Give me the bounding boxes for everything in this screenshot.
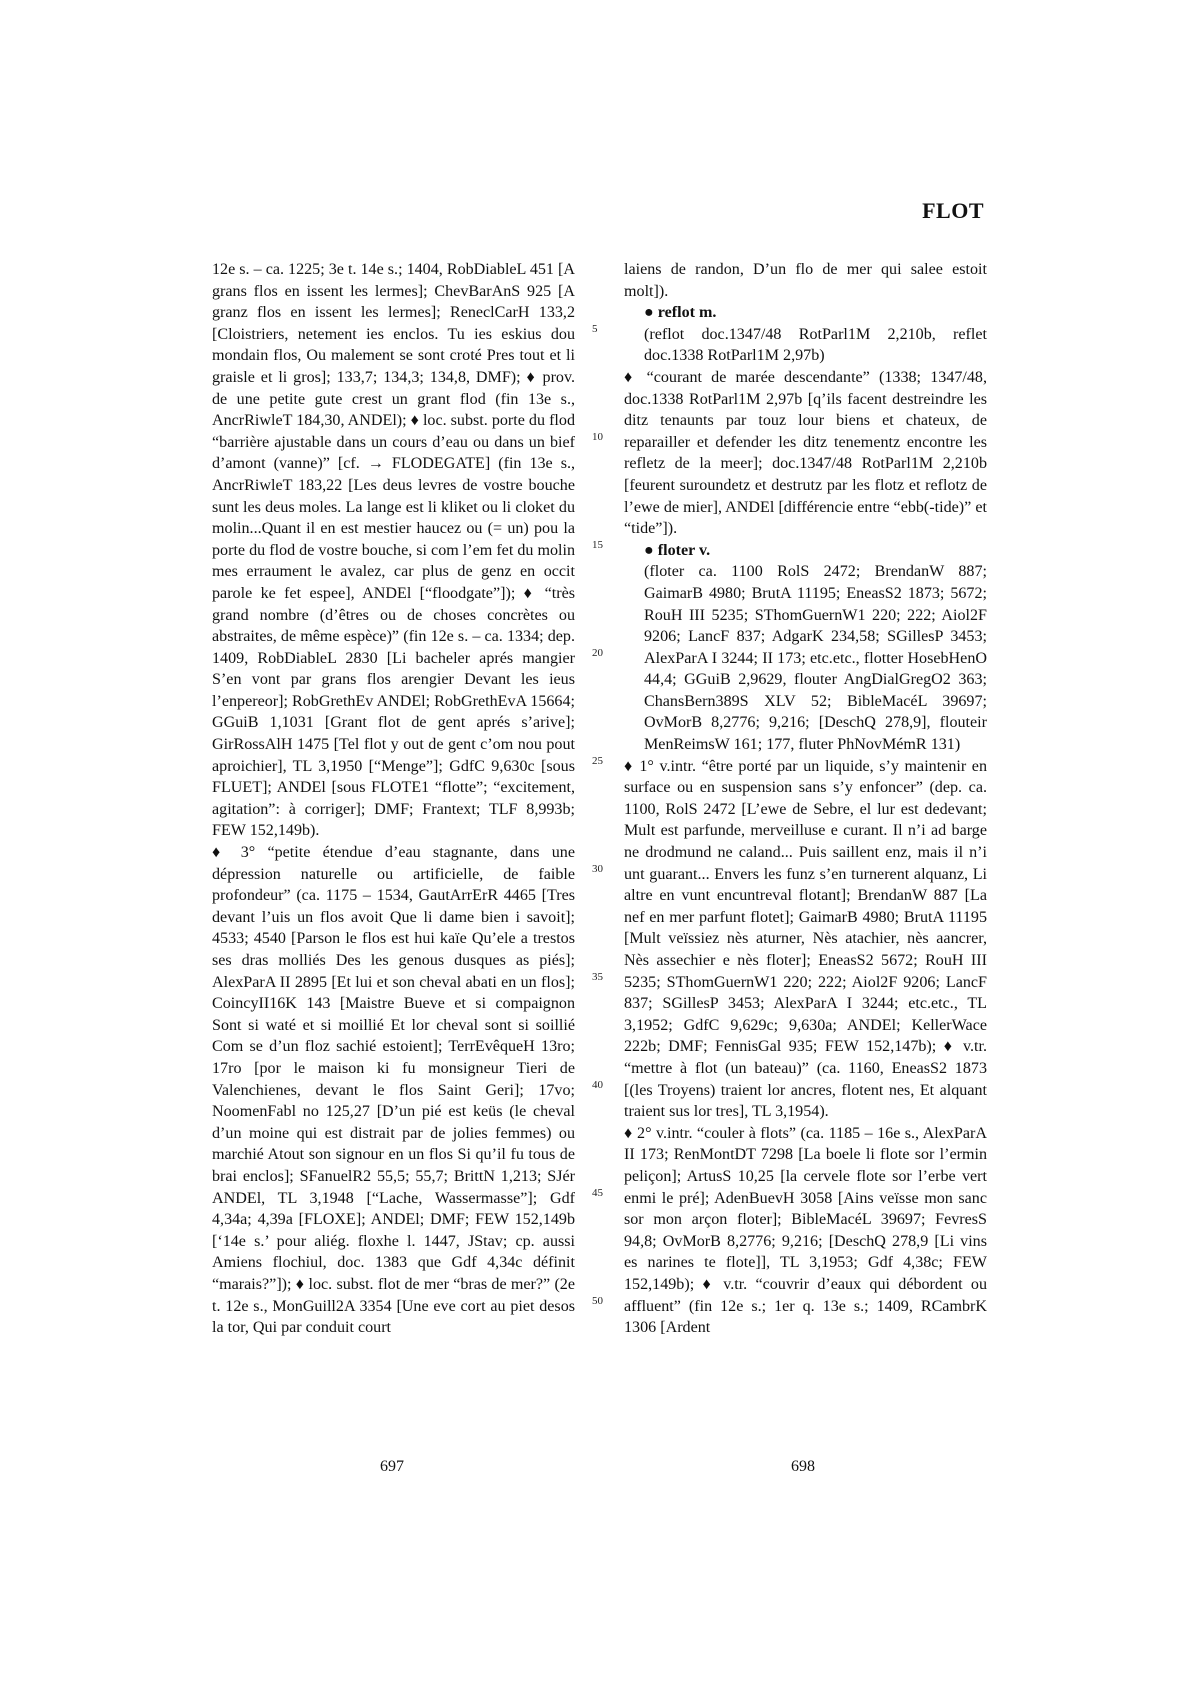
line-number: 35 (592, 971, 603, 983)
page-number-right: 698 (791, 1458, 815, 1475)
sense-floter-1: ♦ 1° v.intr. “être porté par un liquide, s’y maintenir en surface ou en suspension sans s’y enfoncer” (dep. ca. 1100, RolS 2472 [L’ewe de Sebre, el lur est dedevant; Mult est parfunde, merveilluse e curant. Il n’i ad barge ne drodmund ne caland... Puis saillent enz, mais il n’i unt guarant... Envers les funz s’en turnerent alquanz, Li altre en vunt encuntreval flotant]; BrendanW 887 [La nef en mer parfunt flotet]; GaimarB 4980; BrutA 11195 [Mult veïssiez nès aturner, Nès atachier, nès aancrer, Nès assechier e nès floter]; EneasS2 5672; RouH III 5235; SThomGuernW1 220; 222; Aiol2F 9206; LancF 837; SGillesP 3453; AlexParA I 3244; etc.etc., TL 3,1952; GdfC 9,629c; 9,630a; ANDEl; KellerWace 222b; DMF; FennisGal 935; FEW 152,147b); ♦ v.tr. “mettre à flot (un bateau)” (ca. 1160, EneasS2 1873 [(les Troyens) traient lor ancres, flotent nes, Et alquant traient sus lor tres], TL 3,1954). (624, 757, 987, 1121)
line-number: 15 (592, 539, 603, 551)
line-number: 50 (592, 1295, 603, 1307)
right-paragraph-1: laiens de randon, D’un flo de mer qui salee estoit molt]). (624, 261, 987, 300)
line-number: 25 (592, 755, 603, 767)
line-number: 40 (592, 1079, 603, 1091)
headword: FLOT (922, 198, 984, 223)
line-number: 10 (592, 431, 603, 443)
line-number: 20 (592, 647, 603, 659)
page-number-left: 697 (380, 1458, 404, 1475)
forms-reflot: (reflot doc.1347/48 RotParl1M 2,210b, reflet doc.1338 RotParl1M 2,97b) (644, 325, 987, 365)
subentry-floter: ● floter v. (644, 541, 711, 559)
right-column (624, 259, 987, 1339)
left-paragraph-2: ♦ 3° “petite étendue d’eau stagnante, dans une dépression naturelle ou artificielle, de faible profondeur” (ca. 1175 – 1534, GautArrErR 4465 [Tres devant l’uis un flos avoit Que li dame bien i savoit]; 4533; 4540 [Parson le flos est hui kaïe Qu’ele a trestos ses dras molliés Des les genous dusques as piés]; AlexParA II 2895 [Et lui et son cheval abati en un flos]; CoincyII16K 143 [Maistre Bueve et si compaignon Sont si waté et si moillié Et lor cheval sont si soillié Com se d’un floz sachié estoient]; TerrEvêqueH 13ro; 17ro [por le maison ki fu monsigneur Tieri de Valenchienes, devant le flos Saint Geri]; 17vo; NoomenFabl no 125,27 [D’un pié est keüs (le cheval d’un moine qui est distrait par de jolies femmes) ou marchié Atout son signour en un flos Si qu’il fu tous de brai enclos]; SFanuelR2 55,5; 55,7; BrittN 1,213; SJér ANDEl, TL 3,1948 [“Lache, Wassermasse”]; Gdf 4,34a; 4,39a [FLOXE]; ANDEl; DMF; FEW 152,149b [‘14e s.’ pour aliég. floxhe l. 1447, JStav; cp. aussi Amiens flochiul, doc. 1383 que Gdf 4,34c définit “marais?”]); ♦ loc. subst. flot de mer “bras de mer?” (2e t. 12e s., MonGuill2A 3354 [Une eve cort au piet desos la tor, Qui par conduit court (212, 844, 575, 1337)
forms-floter: (floter ca. 1100 RolS 2472; BrendanW 887; GaimarB 4980; BrutA 11195; EneasS2 1873; 5672; RouH III 5235; SThomGuernW1 220; 222; Aiol2F 9206; LancF 837; AdgarK 234,58; SGillesP 3453; AlexParA I 3244; II 173; etc.etc., flotter HosebHenO 44,4; GGuiB 2,9629, flouter AngDialGregO2 363; ChansBern389S XLV 52; BibleMacéL 39697; OvMorB 8,2776; 9,216; [DeschQ 278,9], flouteir MenReimsW 161; 177, fluter PhNovMémR 131) (644, 563, 987, 754)
sense-floter-2: ♦ 2° v.intr. “couler à flots” (ca. 1185 – 16e s., AlexParA II 173; RenMontDT 7298 [La boele li flote sor l’ermin peliçon]; ArtusS 10,25 [la cervele flote sor l’erbe vert enmi le pré]; AdenBuevH 3058 [Ains veïsse mon sanc sor mon arçon floter]; BibleMacéL 39697; FevresS 94,8; OvMorB 8,2776; 9,216; [DeschQ 278,9 [Li vins es narines te flote]], TL 3,1953; Gdf 4,38c; FEW 152,149b); ♦ v.tr. “couvrir d’eaux qui débordent ou affluent” (fin 12e s.; 1er q. 13e s.; 1409, RCambrK 1306 [Ardent (624, 1124, 987, 1337)
left-column (212, 259, 575, 1339)
sense-reflot: ♦ “courant de marée descendante” (1338; 1347/48, doc.1338 RotParl1M 2,97b [q’ils facent destreindre les ditz tenaunts par touz lour biens et chateux, de reparailler et defender les ditz tenementz encontre les refletz de la meer]; doc.1347/48 RotParl1M 2,210b [feurent suroundetz et destrutz par les flotz et reflotz de l’ewe de mier], ANDEl [différencie entre “ebb(-tide)” et “tide”]). (624, 368, 987, 538)
line-number: 30 (592, 863, 603, 875)
subentry-reflot: ● reflot m. (644, 304, 717, 322)
left-paragraph-1: 12e s. – ca. 1225; 3e t. 14e s.; 1404, RobDiableL 451 [A grans flos en issent les lermes]; ChevBarAnS 925 [A granz flos en issent les lermes]; ReneclCarH 133,2 [Cloistriers, netement ies enclos. Tu ies eskius dou mondain flos, Ou malement se sont croté Pres tout et li graisle et li gros]; 133,7; 134,3; 134,8, DMF); ♦ prov. de une petite gute crest un grant flod (fin 13e s., AncrRiwleT 184,30, ANDEl); ♦ loc. subst. porte du flod “barrière ajustable dans un cours d’eau ou dans un bief d’amont (vanne)” [cf. → FLODEGATE] (fin 13e s., AncrRiwleT 183,22 [Les deus levres de vostre bouche sunt les deus moles. La lange est li kliket ou li cloket du molin...Quant il en est mestier haucez ou (= un) pou la porte du flod de vostre bouche, si com l’em fet du molin mes erraument le avalez, car plus de genz en occit parole ke fet espee], ANDEl [“floodgate”]); ♦ “très grand nombre (d’êtres ou de choses concrètes ou abstraites, de même espèce)” (fin 12e s. – ca. 1334; dep. 1409, RobDiableL 2830 [Li bacheler aprés mangier S’en vont par grans flos arengier Devant les ieus l’enpereor]; RobGrethEv ANDEl; RobGrethEvA 15664; GGuiB 1,1031 [Grant flot de gent aprés s’arive]; GirRossAlH 1475 [Tel flot y out de gent c’om nou pout aproichier], TL 3,1950 [“Menge”]; GdfC 9,630c [sous FLUET]; ANDEl [sous FLOTE1 “flotte”; “excitement, agitation”: à corriger]; DMF; Frantext; TLF 8,993b; FEW 152,149b). (212, 261, 575, 840)
line-number: 5 (592, 323, 598, 335)
line-number: 45 (592, 1187, 603, 1199)
